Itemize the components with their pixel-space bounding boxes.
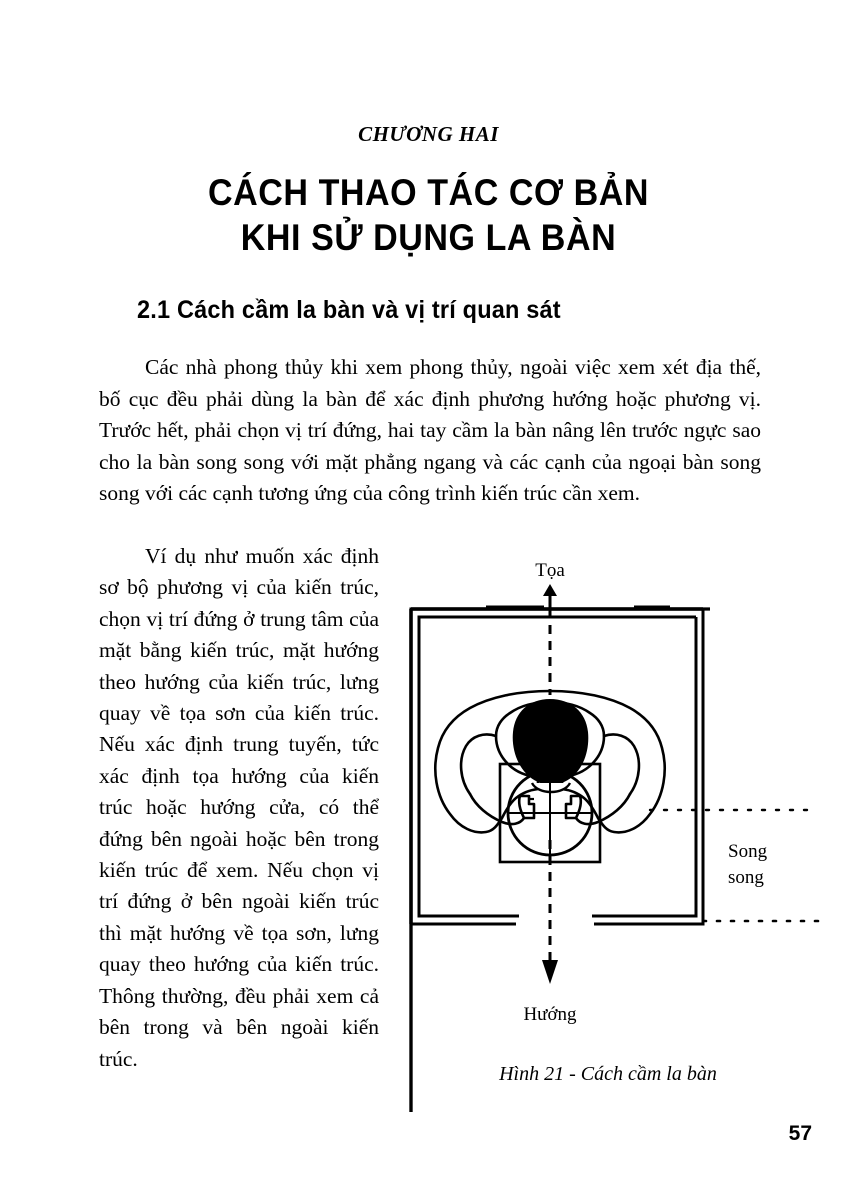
figure-label-toa: Tọa [535, 560, 565, 581]
paragraph-intro: Các nhà phong thủy khi xem phong thủy, ngoài việc xem xét địa thế, bố cục đều phải dùng la bàn để xác định phương hướng hoặc phương vị. Trước hết, phải chọn vị trí đứng, hai tay cầm la bàn nâng lên trước ngực sao cho la bàn song song với mặt phẳng ngang và các cạnh của ngoại bàn song song với các cạnh tương ứng của công trình kiến trúc cần xem. [99, 355, 761, 505]
huong-arrow-icon [542, 960, 558, 984]
paragraph-example: Ví dụ như muốn xác định sơ bộ phương vị của kiến trúc, chọn vị trí đứng ở trung tâm của mặt bằng kiến trúc, mặt hướng theo hướng của kiến trúc, lưng quay về tọa sơn của kiến trúc. Nếu xác định trung tuyến, tức xác định tọa hướng của kiến trúc hoặc hướng cửa, có thể đứng bên ngoài hoặc bên trong kiến trúc để xem. Nếu chọn vị trí đứng ở bên ngoài kiến trúc thì mặt hướng về tọa sơn, lưng quay theo hướng của kiến trúc. Thông thường, đều phải xem cả bên trong và bên ngoài kiến trúc. [99, 544, 379, 1071]
figure-label-huong: Hướng [523, 1004, 577, 1025]
figure-21 [398, 552, 838, 1112]
room-outline [411, 609, 710, 1112]
hand-right [566, 796, 581, 818]
figure-label-song-1: Song [728, 841, 768, 862]
page-number: 57 [788, 1122, 812, 1145]
figure-caption: Hình 21 - Cách cầm la bàn [499, 1063, 717, 1085]
arm-contour-left [461, 734, 496, 794]
section-heading-2-1: 2.1 Cách cầm la bàn và vị trí quan sát [137, 296, 561, 324]
page-title [34, 170, 822, 260]
chapter-label: CHƯƠNG HAI [358, 122, 499, 146]
arm-contour-right [604, 734, 639, 794]
chapter-title-line-1: CÁCH THAO TÁC CƠ BẢN [208, 172, 649, 213]
chapter-title-line-2: KHI SỬ DỤNG LA BÀN [240, 217, 617, 258]
figure-label-song-2: song [728, 867, 764, 888]
toa-arrow-icon [543, 584, 557, 608]
